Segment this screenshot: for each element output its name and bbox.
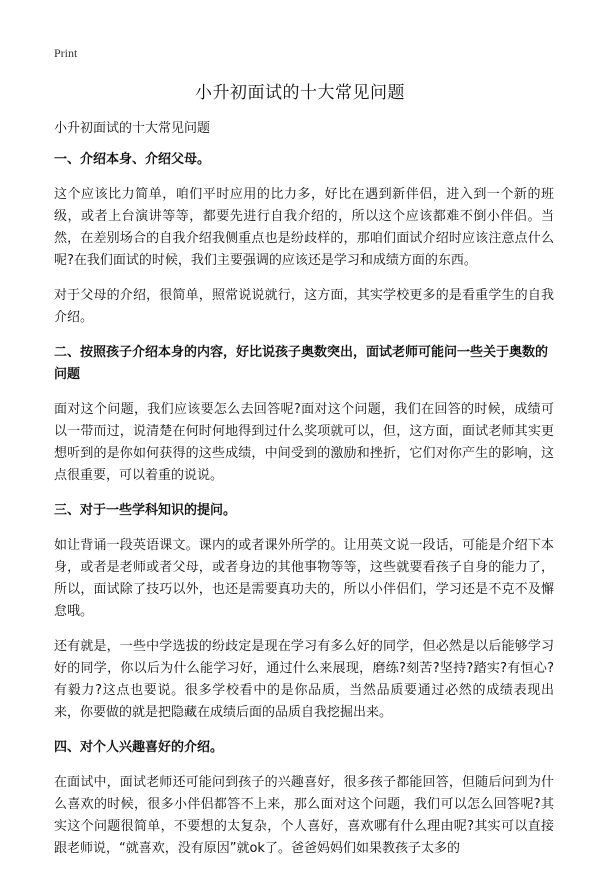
print-link[interactable]: Print <box>54 46 78 60</box>
section-2-heading: 二、按照孩子介绍本身的内容，好比说孩子奥数突出，面试老师可能问一些关于奥数的问题 <box>54 345 549 382</box>
section-3-heading: 三、对于一些学科知识的提问。 <box>54 503 237 518</box>
section-1-heading: 一、介绍本身、介绍父母。 <box>54 152 211 167</box>
article-subtitle: 小升初面试的十大常见问题 <box>54 121 211 136</box>
section-2-paragraph-1: 面对这个问题，我们应该要怎么去回答呢?面对这个问题，我们在回答的时候，成绩可以一带而过，说清楚在何时何地得到过什么奖项就可以，但，这方面，面试老师其实更想听到的是你如何获得的这些成绩，中间受到的激励和挫折，它们对你产生的影响，这点很重要，可以着重的说说。 <box>54 402 554 483</box>
section-4-heading: 四、对个人兴趣喜好的介绍。 <box>54 740 224 755</box>
section-3-paragraph-1: 如让背诵一段英语课文。课内的或者课外所学的。让用英文说一段话，可能是介绍下本身，或者是老师或者父母，或者身边的其他事物等等，这些就要看孩子自身的能力了，所以，面试除了技巧以外，也还是需要真功夫的，所以小伴侣们，学习还是不克不及懈怠哦。 <box>54 538 554 619</box>
article-body <box>54 118 554 873</box>
section-1-paragraph-1: 这个应该比力简单，咱们平时应用的比力多，好比在遇到新伴侣，进入到一个新的班级，或者上台演讲等等，都要先进行自我介绍的，所以这个应该都难不倒小伴侣。当然，在差别场合的自我介绍我侧重点也是纷歧样的，那咱们面试介绍时应该注意点什么呢?在我们面试的时候，我们主要强调的应该还是学习和成绩方面的东西。 <box>54 187 554 268</box>
section-3-paragraph-2: 还有就是，一些中学选拔的纷歧定是现在学习有多么好的同学，但必然是以后能够学习好的同学，你以后为什么能学习好，通过什么来展现，磨练?刻苦?坚持?踏实?有恒心?有毅力?这点也要说。很多学校看中的是你品质，当然品质要通过必然的成绩表现出来，你要做的就是把隐藏在成绩后面的品质自我挖掘出来。 <box>54 639 554 720</box>
section-4-paragraph-1: 在面试中，面试老师还可能问到孩子的兴趣喜好，很多孩子都能回答，但随后问到为什么喜欢的时候，很多小伴侣都答不上来，那么面对这个问题，我们可以怎么回答呢?其实这个问题很简单，不要想的太复杂，个人喜好，喜欢哪有什么理由呢?其实可以直接跟老师说，“就喜欢，没有原因”就ok了。爸爸妈妈们如果教孩子太多的 <box>54 775 554 856</box>
page-title: 小升初面试的十大常见问题 <box>195 83 405 103</box>
section-1-paragraph-2: 对于父母的介绍，很简单，照常说说就行，这方面，其实学校更多的是看重学生的自我介绍。 <box>54 288 554 325</box>
